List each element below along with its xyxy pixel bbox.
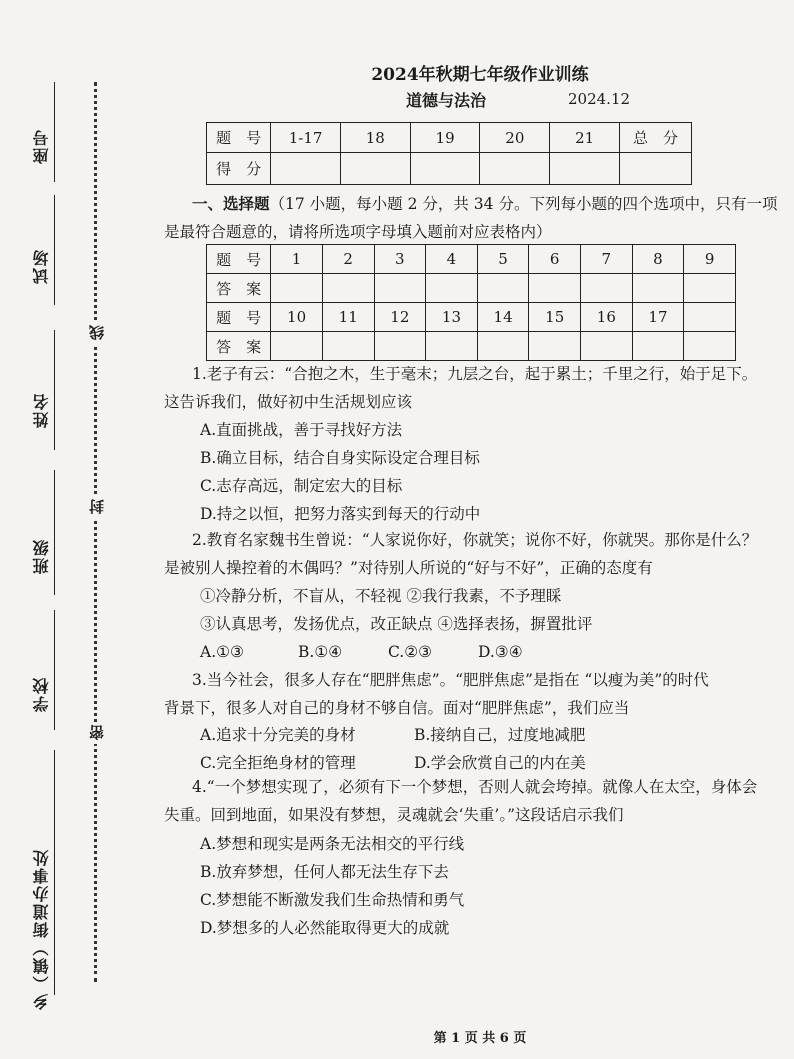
- name-line: [54, 330, 55, 450]
- score-cell: 总 分: [620, 123, 692, 153]
- answer-input-cell[interactable]: [426, 332, 478, 361]
- answer-cell: 10: [271, 303, 323, 332]
- answer-cell: 5: [477, 245, 529, 274]
- question-2-stem-cont: 是被别人操控着的木偶吗？”对待别人所说的“好与不好”，正确的态度有: [164, 559, 653, 577]
- answer-cell: 3: [374, 245, 426, 274]
- exam-page: [164, 0, 780, 1059]
- answer-table: [206, 244, 736, 361]
- class-line: [54, 470, 55, 595]
- seal-mark-secret: 密: [86, 722, 108, 744]
- answer-cell: [684, 303, 736, 332]
- question-4-option-c: C.梦想能不断激发我们生命热情和勇气: [200, 891, 465, 909]
- question-3-option-a: A.追求十分完美的身材: [200, 726, 356, 744]
- answer-input-cell[interactable]: [271, 274, 323, 303]
- question-1-stem: 1.老子有云：“合抱之木，生于毫末；九层之台，起于累土；千里之行，始于足下。: [192, 365, 758, 383]
- answer-input-cell[interactable]: [477, 332, 529, 361]
- answer-cell: 题 号: [207, 245, 271, 274]
- question-2-statements-2: ③认真思考，发扬优点，改正缺点 ④选择表扬，摒置批评: [200, 615, 593, 633]
- seat-number-label: 座号: [32, 128, 51, 164]
- question-2-stem: 2.教育名家魏书生曾说：“人家说你好，你就笑；说你不好，你就哭。那你是什么？: [192, 531, 758, 549]
- score-cell: 20: [480, 123, 550, 153]
- answer-cell: 17: [632, 303, 684, 332]
- question-1-option-b: B.确立目标，结合自身实际设定合理目标: [200, 449, 480, 467]
- class-label: 班级: [32, 538, 51, 574]
- score-input-cell[interactable]: [620, 153, 692, 185]
- section-instructions-rest: （17 小题，每小题 2 分，共 34 分。下列每小题的四个选项中，只有一项: [269, 195, 778, 213]
- answer-input-cell[interactable]: [684, 332, 736, 361]
- question-1-option-c: C.志存高远，制定宏大的目标: [200, 477, 403, 495]
- answer-cell: 2: [322, 245, 374, 274]
- score-input-cell[interactable]: [550, 153, 620, 185]
- score-input-cell[interactable]: [480, 153, 550, 185]
- question-2-option-d: D.③④: [478, 643, 523, 661]
- binding-margin: [0, 0, 120, 1059]
- score-cell: 21: [550, 123, 620, 153]
- answer-input-cell[interactable]: [632, 274, 684, 303]
- question-4-option-d: D.梦想多的人必然能取得更大的成就: [200, 919, 450, 937]
- question-3-option-d: D.学会欣赏自己的内在美: [414, 754, 586, 772]
- answer-input-cell[interactable]: [581, 274, 633, 303]
- answer-input-cell[interactable]: [529, 332, 581, 361]
- exam-date: 2024.12: [568, 90, 631, 108]
- district-label: 乡（镇）街道办事处: [32, 848, 51, 1010]
- answer-cell: 14: [477, 303, 529, 332]
- score-input-cell[interactable]: [410, 153, 480, 185]
- name-label: 姓名: [32, 392, 51, 428]
- subject-name: 道德与法治: [406, 91, 487, 110]
- answer-input-cell[interactable]: [271, 332, 323, 361]
- score-cell: 18: [340, 123, 410, 153]
- answer-cell: 12: [374, 303, 426, 332]
- question-2-option-b: B.①④: [298, 643, 343, 661]
- score-table: [206, 122, 692, 185]
- question-3-option-b: B.接纳自己，过度地减肥: [414, 726, 586, 744]
- answer-table-row: [207, 245, 736, 274]
- seal-dotted-line: [94, 82, 97, 982]
- answer-input-cell[interactable]: [322, 332, 374, 361]
- score-cell: 19: [410, 123, 480, 153]
- answer-input-cell[interactable]: [374, 332, 426, 361]
- exam-title: 2024年秋期七年级作业训练: [371, 65, 589, 85]
- answer-cell: 7: [581, 245, 633, 274]
- answer-table-row: [207, 332, 736, 361]
- question-2-option-a: A.①③: [200, 643, 244, 661]
- answer-cell: 6: [529, 245, 581, 274]
- answer-cell: 16: [581, 303, 633, 332]
- score-input-cell[interactable]: [340, 153, 410, 185]
- question-4-option-a: A.梦想和现实是两条无法相交的平行线: [200, 835, 465, 853]
- score-cell: 得 分: [207, 153, 271, 185]
- seat-number-line: [54, 82, 55, 182]
- answer-input-cell[interactable]: [529, 274, 581, 303]
- answer-cell: 答 案: [207, 274, 271, 303]
- section-heading: 一、选择题: [192, 194, 270, 213]
- answer-input-cell[interactable]: [477, 274, 529, 303]
- section-instructions: [192, 194, 777, 214]
- score-input-cell[interactable]: [271, 153, 341, 185]
- answer-cell: 8: [632, 245, 684, 274]
- answer-cell: 11: [322, 303, 374, 332]
- question-1-option-d: D.持之以恒，把努力落实到每天的行动中: [200, 505, 481, 523]
- question-1-option-a: A.直面挑战，善于寻找好方法: [200, 421, 403, 439]
- answer-cell: 15: [529, 303, 581, 332]
- answer-cell: 4: [426, 245, 478, 274]
- section-instructions-line2: 是最符合题意的，请将所选项字母填入题前对应表格内）: [164, 223, 552, 241]
- answer-input-cell[interactable]: [684, 274, 736, 303]
- district-line: [54, 750, 55, 995]
- seal-mark-line: 线: [86, 322, 108, 344]
- score-cell: 题 号: [207, 123, 271, 153]
- seal-mark-seal: 封: [86, 496, 108, 518]
- school-label: 学校: [32, 676, 51, 712]
- question-4-stem-cont: 失重。回到地面，如果没有梦想，灵魂就会‘失重’。”这段话启示我们: [164, 806, 624, 824]
- page-number: 第 1 页 共 6 页: [433, 1031, 527, 1046]
- answer-cell: 题 号: [207, 303, 271, 332]
- answer-input-cell[interactable]: [374, 274, 426, 303]
- question-1-stem-cont: 这告诉我们，做好初中生活规划应该: [164, 393, 413, 411]
- answer-input-cell[interactable]: [581, 332, 633, 361]
- score-table-row: [207, 153, 692, 185]
- question-4-option-b: B.放弃梦想，任何人都无法生存下去: [200, 863, 449, 881]
- exam-room-label: 试场: [32, 248, 51, 284]
- school-line: [54, 610, 55, 730]
- exam-room-line: [54, 195, 55, 305]
- answer-table-row: [207, 303, 736, 332]
- answer-input-cell[interactable]: [426, 274, 478, 303]
- question-3-stem: 3.当今社会，很多人存在“肥胖焦虑”。“肥胖焦虑”是指在 “以瘦为美”的时代: [192, 671, 709, 689]
- score-cell: 1-17: [271, 123, 341, 153]
- question-4-stem: 4.“一个梦想实现了，必须有下一个梦想，否则人就会垮掉。就像人在太空，身体会: [192, 778, 758, 796]
- question-2-statements-1: ①冷静分析，不盲从，不轻视 ②我行我素，不予理睬: [200, 587, 562, 605]
- answer-input-cell[interactable]: [322, 274, 374, 303]
- score-table-row: [207, 123, 692, 153]
- question-2-option-c: C.②③: [388, 643, 433, 661]
- answer-cell: 1: [271, 245, 323, 274]
- answer-cell: 答 案: [207, 332, 271, 361]
- answer-input-cell[interactable]: [632, 332, 684, 361]
- answer-table-row: [207, 274, 736, 303]
- answer-cell: 9: [684, 245, 736, 274]
- answer-cell: 13: [426, 303, 478, 332]
- question-3-option-c: C.完全拒绝身材的管理: [200, 754, 356, 772]
- question-3-stem-cont: 背景下，很多人对自己的身材不够自信。面对“肥胖焦虑”，我们应当: [164, 699, 630, 717]
